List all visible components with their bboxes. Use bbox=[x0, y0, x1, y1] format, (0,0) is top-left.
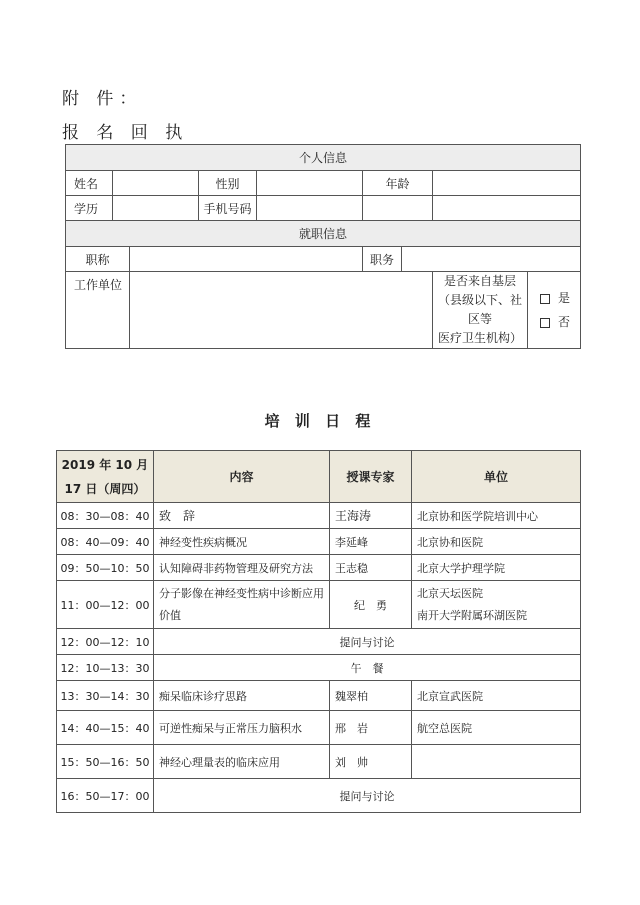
grassroots-line2: （县级以下、社区等 bbox=[437, 293, 522, 326]
unit-cell bbox=[412, 581, 581, 629]
title-label: 职称 bbox=[66, 247, 130, 272]
table-row bbox=[57, 681, 581, 711]
content-cell: 分子影像在神经变性病中诊断应用价值 bbox=[154, 581, 330, 629]
table-row bbox=[57, 629, 581, 655]
grassroots-line3: 医疗卫生机构） bbox=[437, 331, 522, 345]
education-field[interactable] bbox=[113, 196, 199, 221]
time-cell: 08：40—09：40 bbox=[57, 529, 154, 555]
table-row bbox=[57, 745, 581, 779]
attachment-heading: 附 件： bbox=[62, 89, 143, 109]
content-cell: 痴呆临床诊疗思路 bbox=[154, 681, 330, 711]
title-field[interactable] bbox=[130, 247, 363, 272]
table-row bbox=[57, 655, 581, 681]
content-cell: 神经心理量表的临床应用 bbox=[154, 745, 330, 779]
time-cell: 16：50—17：00 bbox=[57, 779, 154, 813]
extra-field-1[interactable] bbox=[363, 196, 433, 221]
option-yes[interactable] bbox=[540, 286, 580, 310]
time-cell: 12：10—13：30 bbox=[57, 655, 154, 681]
date-header bbox=[57, 451, 154, 503]
time-cell: 13：30—14：30 bbox=[57, 681, 154, 711]
checkbox-no[interactable] bbox=[540, 318, 550, 328]
expert-cell: 纪 勇 bbox=[330, 581, 412, 629]
grassroots-line1: 是否来自基层 bbox=[443, 274, 516, 288]
expert-cell: 李延峰 bbox=[330, 529, 412, 555]
unit-cell: 北京宣武医院 bbox=[412, 681, 581, 711]
table-row bbox=[57, 779, 581, 813]
option-no[interactable] bbox=[540, 310, 580, 334]
name-label: 姓名 bbox=[66, 171, 113, 196]
expert-cell: 刘 帅 bbox=[330, 745, 412, 779]
unit-cell: 航空总医院 bbox=[412, 711, 581, 745]
phone-field[interactable] bbox=[257, 196, 363, 221]
education-label: 学历 bbox=[66, 196, 113, 221]
content-header: 内容 bbox=[154, 451, 330, 503]
schedule-table bbox=[56, 450, 581, 813]
age-label: 年龄 bbox=[363, 171, 433, 196]
date-line2: 17 日（周四） bbox=[64, 481, 146, 496]
position-field[interactable] bbox=[402, 247, 581, 272]
time-cell: 15：50—16：50 bbox=[57, 745, 154, 779]
checkbox-yes[interactable] bbox=[540, 294, 550, 304]
unit-line1: 北京天坛医院 bbox=[417, 586, 483, 600]
schedule-title: 培 训 日 程 bbox=[264, 412, 376, 430]
workplace-label: 工作单位 bbox=[66, 272, 130, 349]
grassroots-question bbox=[433, 272, 528, 349]
registration-heading: 报 名 回 执 bbox=[62, 123, 189, 143]
lunch-cell: 午 餐 bbox=[154, 655, 581, 681]
table-row bbox=[57, 555, 581, 581]
time-cell: 14：40—15：40 bbox=[57, 711, 154, 745]
unit-cell bbox=[412, 745, 581, 779]
personal-info-section: 个人信息 bbox=[66, 145, 581, 171]
time-cell: 11：00—12：00 bbox=[57, 581, 154, 629]
age-field[interactable] bbox=[433, 171, 581, 196]
discussion-cell: 提问与讨论 bbox=[154, 779, 581, 813]
expert-cell: 王志稳 bbox=[330, 555, 412, 581]
option-yes-label: 是 bbox=[558, 291, 571, 305]
table-row bbox=[57, 711, 581, 745]
table-row bbox=[57, 529, 581, 555]
grassroots-options bbox=[528, 272, 581, 349]
date-line1: 2019 年 10 月 bbox=[61, 457, 149, 472]
table-row bbox=[57, 503, 581, 529]
extra-field-2[interactable] bbox=[433, 196, 581, 221]
name-field[interactable] bbox=[113, 171, 199, 196]
phone-label: 手机号码 bbox=[199, 196, 257, 221]
content-cell: 致 辞 bbox=[154, 503, 330, 529]
time-cell: 08：30—08：40 bbox=[57, 503, 154, 529]
gender-label: 性别 bbox=[199, 171, 257, 196]
unit-cell: 北京大学护理学院 bbox=[412, 555, 581, 581]
expert-cell: 王海涛 bbox=[330, 503, 412, 529]
time-cell: 12：00—12：10 bbox=[57, 629, 154, 655]
content-cell: 可逆性痴呆与正常压力脑积水 bbox=[154, 711, 330, 745]
expert-cell: 魏翠柏 bbox=[330, 681, 412, 711]
unit-header: 单位 bbox=[412, 451, 581, 503]
discussion-cell: 提问与讨论 bbox=[154, 629, 581, 655]
time-cell: 09：50—10：50 bbox=[57, 555, 154, 581]
unit-cell: 北京协和医院 bbox=[412, 529, 581, 555]
unit-line2: 南开大学附属环湖医院 bbox=[417, 608, 527, 622]
option-no-label: 否 bbox=[558, 315, 571, 329]
expert-cell: 邢 岩 bbox=[330, 711, 412, 745]
content-cell: 神经变性疾病概况 bbox=[154, 529, 330, 555]
content-cell: 认知障碍非药物管理及研究方法 bbox=[154, 555, 330, 581]
expert-header: 授课专家 bbox=[330, 451, 412, 503]
table-row bbox=[57, 581, 581, 629]
workplace-field[interactable] bbox=[130, 272, 433, 349]
gender-field[interactable] bbox=[257, 171, 363, 196]
employment-info-section: 就职信息 bbox=[66, 221, 581, 247]
registration-form bbox=[65, 144, 581, 349]
position-label: 职务 bbox=[363, 247, 402, 272]
unit-cell: 北京协和医学院培训中心 bbox=[412, 503, 581, 529]
